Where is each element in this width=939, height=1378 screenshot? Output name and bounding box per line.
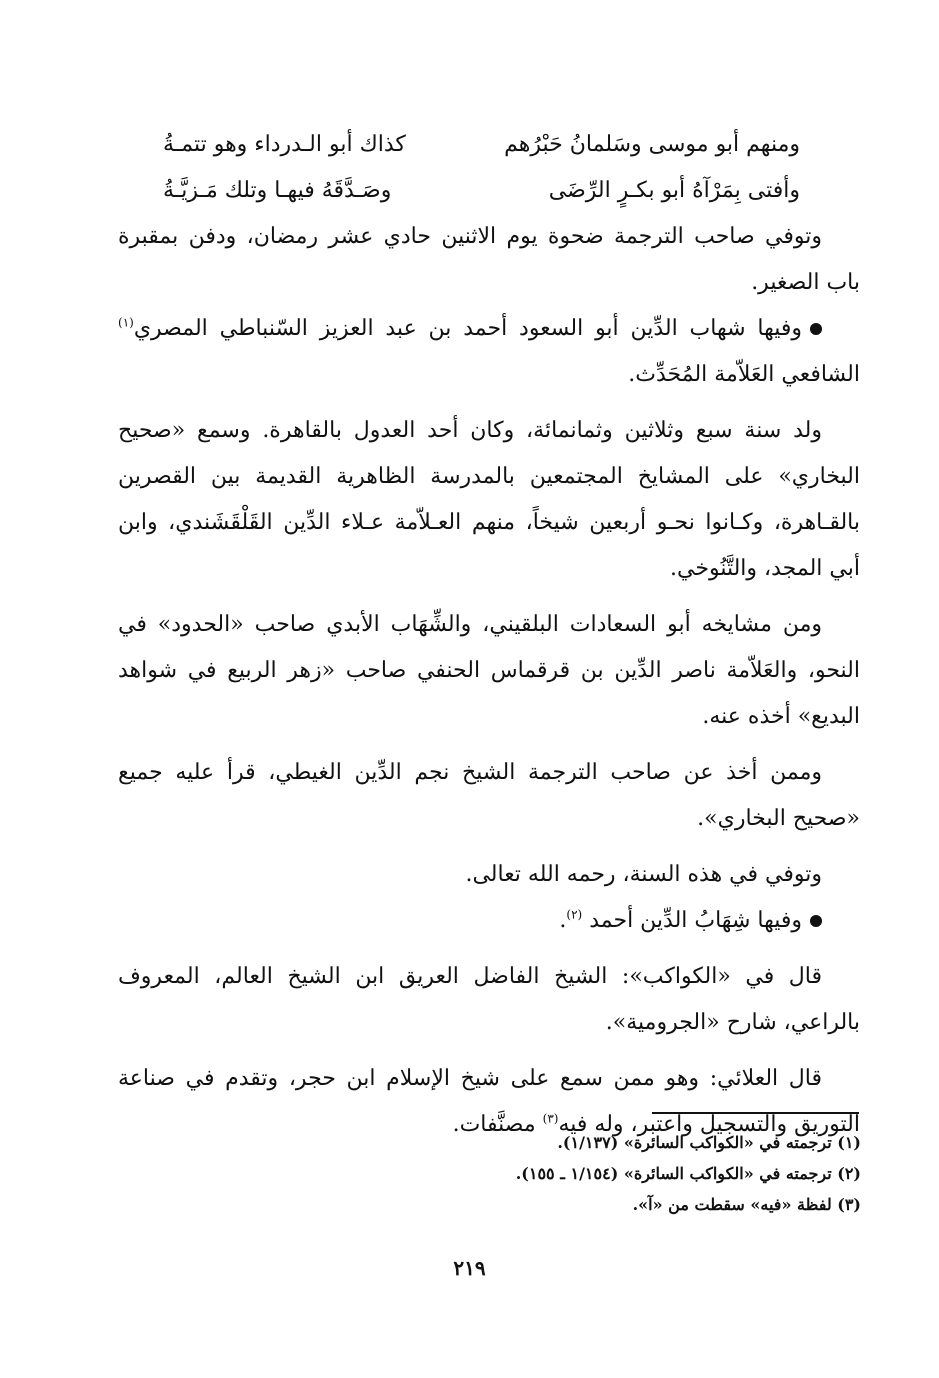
alai-quote-text: قال العلائي: وهو ممن سمع على شيخ الإسلام ابن حجر، وتقدم في صناعة التوريق والتسجيل واعتبر، وله فيه (118, 1066, 860, 1137)
footnote-ref-3[interactable]: (٣) (542, 1111, 559, 1126)
poem-verse-2 (118, 168, 860, 214)
verse-1-second-hemistich: كذاك أبو الـدرداء وهو تتمـةُ (163, 132, 406, 157)
verse-2-first-hemistich: وأفتى بِمَرْآهُ أبو بكـرٍ الرِّضَى (548, 178, 800, 203)
paragraph-death-note: وتوفي صاحب الترجمة ضحوة يوم الاثنين حادي عشر رمضان، ودفن بمقبرة باب الصغير. (118, 224, 860, 295)
bullet-marker (810, 915, 822, 927)
footnote-ref-1[interactable]: (١) (118, 315, 134, 330)
bullet-marker (810, 323, 822, 335)
verse-2-second-hemistich: وصَـدَّقَهُ فيهـا وتلك مَـزيَّـةُ (163, 178, 392, 203)
paragraph-kawakib-quote: قال في «الكواكب»: الشيخ الفاضل العريق ابن الشيخ العالم، المعروف بالراعي، شارح «الجرومية». (118, 964, 860, 1035)
paragraph-birth: ولد سنة سبع وثلاثين وثمانمائة، وكان أحد العدول بالقاهرة. وسمع «صحيح البخاري» على المشايخ المجتمعين بالمدرسة الظاهرية القديمة بين القصرين بالقـاهرة، وكـانوا نحـو أربعين شيخاً، منهم العـلاّمة عـلاء الدِّين القَلْقَشَندي، وابن أبي المجد، والتَّنُوخي. (118, 418, 860, 581)
paragraph-entry-shihab (118, 898, 860, 944)
paragraph-students: وممن أخذ عن صاحب الترجمة الشيخ نجم الدِّين الغيطي، قرأ عليه جميع «صحيح البخاري». (118, 760, 860, 831)
entry-shihab-tail: . (559, 908, 567, 933)
poem-verse-1 (118, 122, 860, 168)
alai-quote-tail: مصنَّفات. (452, 1112, 543, 1137)
paragraph-teachers: ومن مشايخه أبو السعادات البلقيني، والشِّهَاب الأبدي صاحب «الحدود» في النحو، والعَلاّمة ناصر الدِّين بن قرقماس الحنفي صاحب «زهر الربيع في شواهد البديع» أخذه عنه. (118, 612, 860, 729)
entry-sunbati-tail: الشافعي العَلاّمة المُحَدِّث. (628, 362, 860, 387)
entry-shihab-text: وفيها شِهَابُ الدِّين أحمد (582, 908, 802, 933)
footnote-2: (٢) ترجمته في «الكواكب السائرة» (١/١٥٤ ـ ١٥٥). (515, 1164, 861, 1183)
verse-1-first-hemistich: ومنهم أبو موسى وسَلمانُ حَبْرُهم (504, 132, 800, 157)
page-number: ٢١٩ (453, 1256, 486, 1280)
paragraph-death-year: وتوفي في هذه السنة، رحمه الله تعالى. (465, 862, 822, 887)
page-body (118, 122, 860, 1148)
paragraph-entry-sunbati (118, 306, 860, 398)
footnote-ref-2[interactable]: (٢) (566, 907, 583, 922)
footnote-separator (652, 1112, 859, 1114)
entry-sunbati-text: وفيها شهاب الدِّين أبو السعود أحمد بن عبد العزيز السّنباطي المصري (133, 316, 802, 341)
footnotes (361, 1127, 861, 1220)
footnote-1: (١) ترجمته في «الكواكب السائرة» (١/١٣٧). (557, 1133, 861, 1152)
footnote-3: (٣) لفظة «فيه» سقطت من «آ». (632, 1195, 861, 1214)
